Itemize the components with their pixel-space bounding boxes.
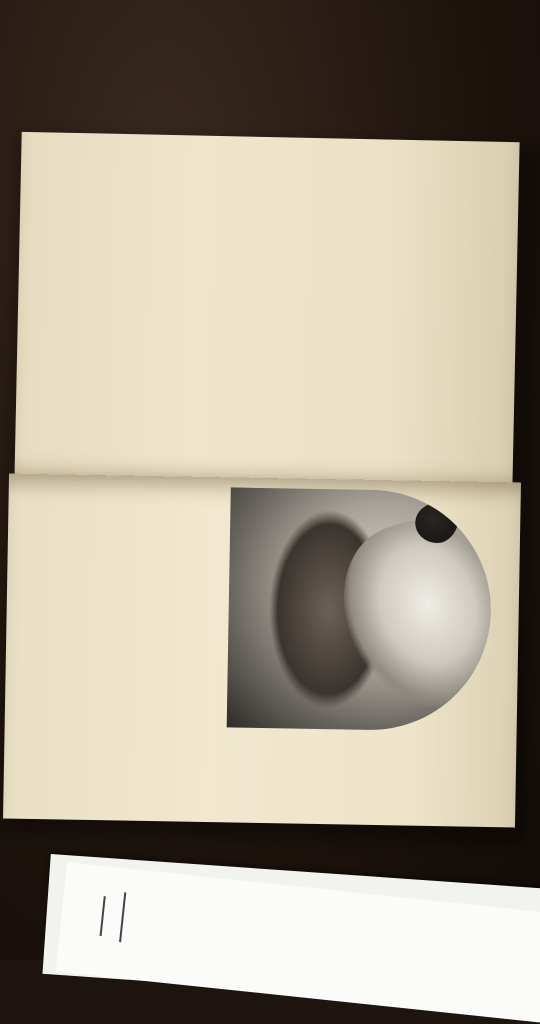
falcon-illustration: [227, 487, 493, 732]
paper-rule: [119, 892, 126, 942]
paper-rule: [100, 896, 106, 936]
book-page-lower: [3, 474, 521, 828]
book-page-upper: [14, 132, 519, 492]
